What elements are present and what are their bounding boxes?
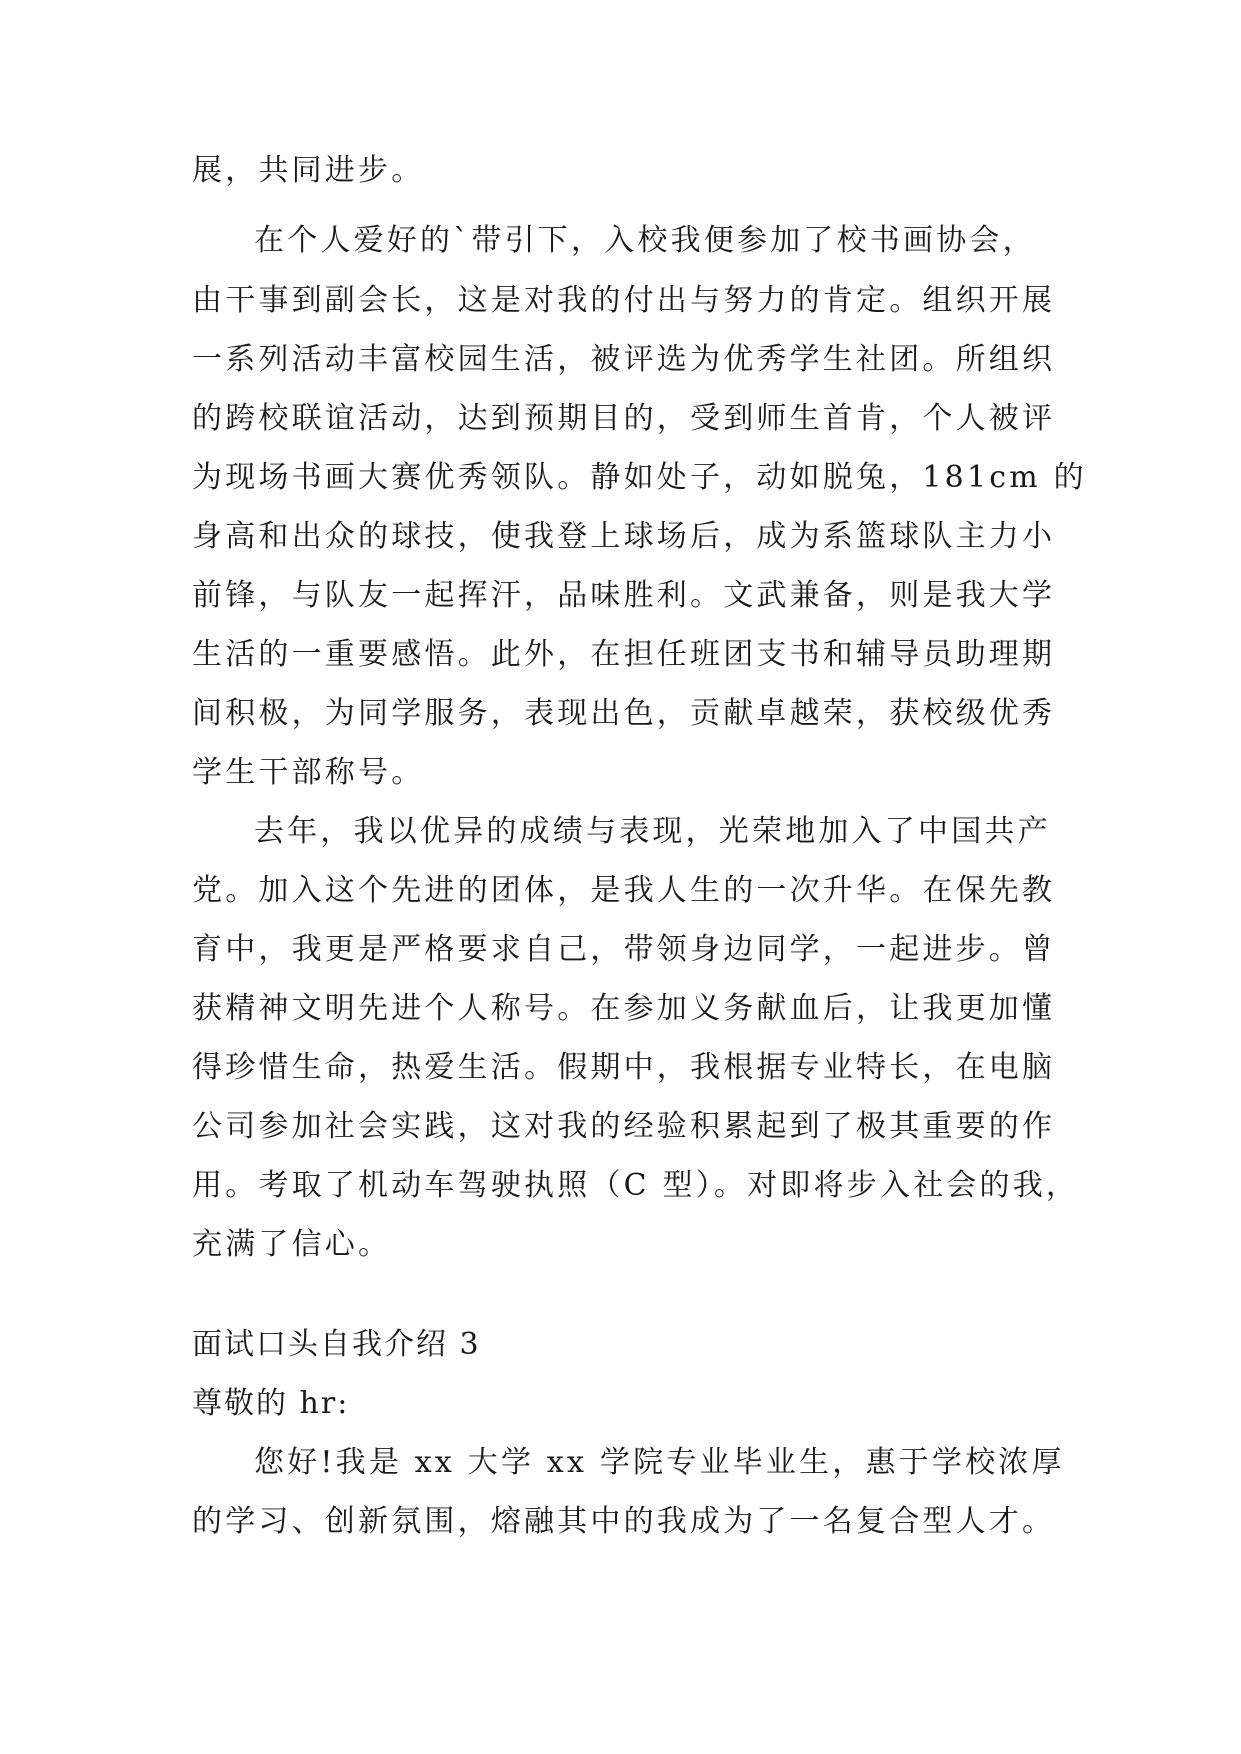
paragraph-line: 育中，我更是严格要求自己，带领身边同学，一起进步。曾 <box>192 932 1056 967</box>
paragraph-line: 身高和出众的球技，使我登上球场后，成为系篮球队主力小 <box>192 519 1056 554</box>
salutation: 尊敬的 hr: <box>192 1386 350 1421</box>
paragraph-line: 生活的一重要感悟。此外，在担任班团支书和辅导员助理期 <box>192 637 1056 672</box>
paragraph-line: 的学习、创新氛围，熔融其中的我成为了一名复合型人才。 <box>192 1504 1056 1539</box>
paragraph-line: 展，共同进步。 <box>192 153 425 188</box>
paragraph-line: 学生干部称号。 <box>192 755 425 790</box>
paragraph-line: 充满了信心。 <box>192 1227 392 1262</box>
paragraph-line: 公司参加社会实践，这对我的经验积累起到了极其重要的作 <box>192 1109 1056 1144</box>
paragraph-line: 获精神文明先进个人称号。在参加义务献血后，让我更加懂 <box>192 991 1056 1026</box>
paragraph-line: 前锋，与队友一起挥汗，品味胜利。文武兼备，则是我大学 <box>192 578 1056 613</box>
paragraph-line: 在个人爱好的`带引下，入校我便参加了校书画协会， <box>254 223 1036 258</box>
paragraph-line: 由干事到副会长，这是对我的付出与努力的肯定。组织开展 <box>192 283 1056 318</box>
paragraph-line: 为现场书画大赛优秀领队。静如处子，动如脱兔，181cm 的 <box>192 460 1087 495</box>
paragraph-line: 间积极，为同学服务，表现出色，贡献卓越荣，获校级优秀 <box>192 696 1056 731</box>
paragraph-line: 党。加入这个先进的团体，是我人生的一次升华。在保先教 <box>192 873 1056 908</box>
paragraph-line: 的跨校联谊活动，达到预期目的，受到师生首肯，个人被评 <box>192 401 1056 436</box>
paragraph-line: 用。考取了机动车驾驶执照（C 型）。对即将步入社会的我， <box>192 1168 1080 1203</box>
paragraph-line: 一系列活动丰富校园生活，被评选为优秀学生社团。所组织 <box>192 342 1056 377</box>
paragraph-line: 您好!我是 xx 大学 xx 学院专业毕业生，惠于学校浓厚 <box>254 1445 1065 1480</box>
section-heading: 面试口头自我介绍 3 <box>192 1327 481 1362</box>
paragraph-line: 得珍惜生命，热爱生活。假期中，我根据专业特长，在电脑 <box>192 1050 1056 1085</box>
paragraph-line: 去年，我以优异的成绩与表现，光荣地加入了中国共产 <box>254 814 1051 849</box>
